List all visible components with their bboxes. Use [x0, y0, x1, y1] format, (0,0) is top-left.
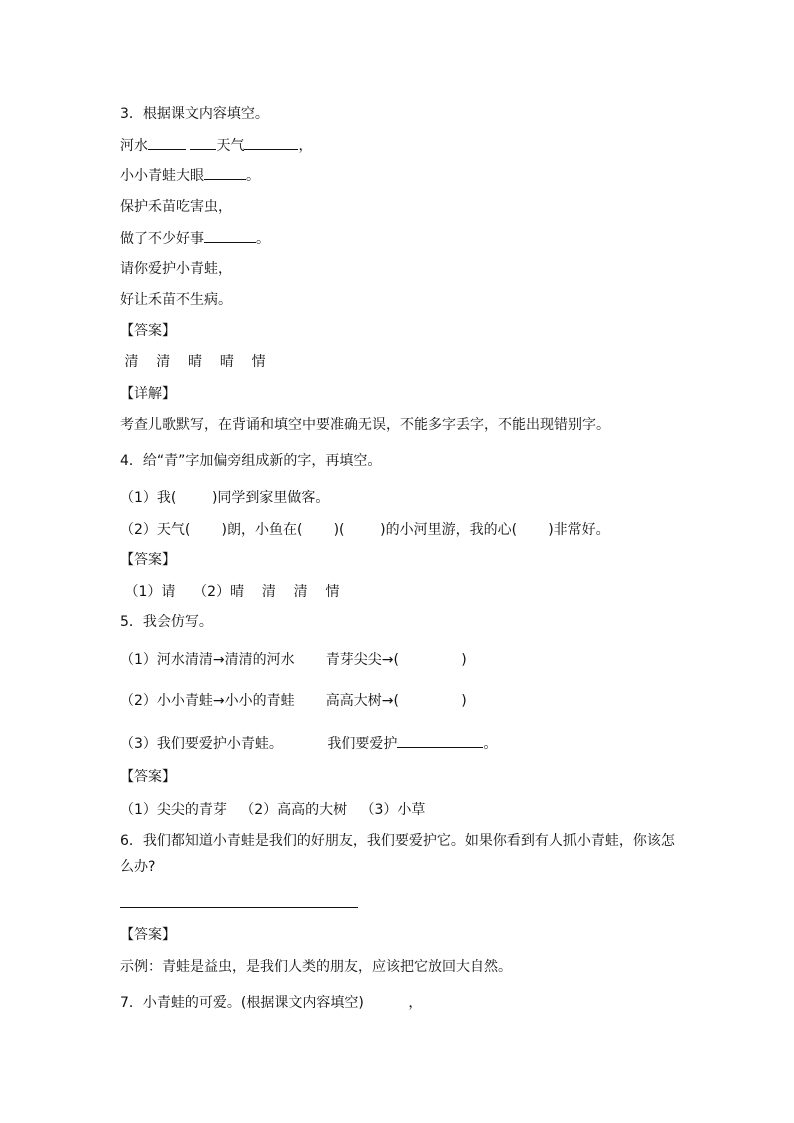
q4-item1: （1）我( )同学到家里做客。 [120, 490, 330, 506]
q5-item3 [120, 733, 497, 754]
q5-item2: （2）小小青蛙→小小的青蛙 高高大树→( ) [120, 693, 467, 709]
q4-answer-label: 【答案】 [120, 552, 176, 568]
q4-title: 4．给“青”字加偏旁组成新的字，再填空。 [120, 453, 382, 469]
q3-line6: 好让禾苗不生病。 [120, 292, 232, 308]
q3-line3: 保护禾苗吃害虫， [120, 199, 232, 215]
blank [244, 135, 298, 150]
q3-detail: 考查儿歌默写，在背诵和填空中要准确无误，不能多字丢字，不能出现错别字。 [120, 417, 610, 433]
blank [204, 228, 256, 243]
q3-line4 [120, 228, 270, 249]
q5-answer: （1）尖尖的青芽 （2）高高的大树 （3）小草 [120, 802, 426, 818]
q3-line2-text: 小小青蛙大眼 [120, 168, 204, 184]
q7-title: 7．小青蛙的可爱。(根据课文内容填空) ， [120, 995, 423, 1011]
blank [204, 165, 246, 180]
q3-title: 3．根据课文内容填空。 [120, 106, 269, 122]
q3-line1-end: ， [298, 138, 313, 154]
q3-line4-end: 。 [256, 231, 270, 247]
q5-item3-end: 。 [483, 736, 498, 752]
q5-item1: （1）河水清清→清清的河水 青芽尖尖→( ) [120, 652, 467, 668]
q4-answer: （1）请 （2）晴 清 清 情 [120, 584, 340, 600]
q3-line4-text: 做了不少好事 [120, 231, 204, 247]
q3-line1-text-b: 天气 [216, 138, 245, 154]
q3-detail-label: 【详解】 [120, 386, 176, 402]
blank [397, 733, 483, 748]
q5-item3-text: （3）我们要爱护小青蛙。 我们要爱护 [120, 736, 398, 752]
q5-title: 5．我会仿写。 [120, 614, 213, 630]
q5-answer-label: 【答案】 [120, 769, 176, 785]
q6-answer: 示例：青蛙是益虫，是我们人类的朋友，应该把它放回大自然。 [120, 959, 512, 975]
q4-item2: （2）天气( )朗，小鱼在( )( )的小河里游，我的心( )非常好。 [120, 522, 610, 538]
blank [148, 135, 186, 150]
q3-line1 [120, 135, 312, 156]
q3-line2 [120, 165, 260, 186]
q3-line2-end: 。 [246, 168, 260, 184]
q3-line5: 请你爱护小青蛙， [120, 261, 232, 277]
q6-answer-label: 【答案】 [120, 927, 176, 943]
q3-line1-text-a: 河水 [120, 138, 148, 154]
q3-answer: 清 清 晴 晴 情 [120, 354, 266, 370]
q3-answer-label: 【答案】 [120, 323, 176, 339]
answer-line [120, 907, 358, 908]
blank [190, 135, 216, 150]
q6-title: 6．我们都知道小青蛙是我们的好朋友，我们要爱护它。如果你看到有人抓小青蛙，你该怎么办? [120, 833, 675, 875]
